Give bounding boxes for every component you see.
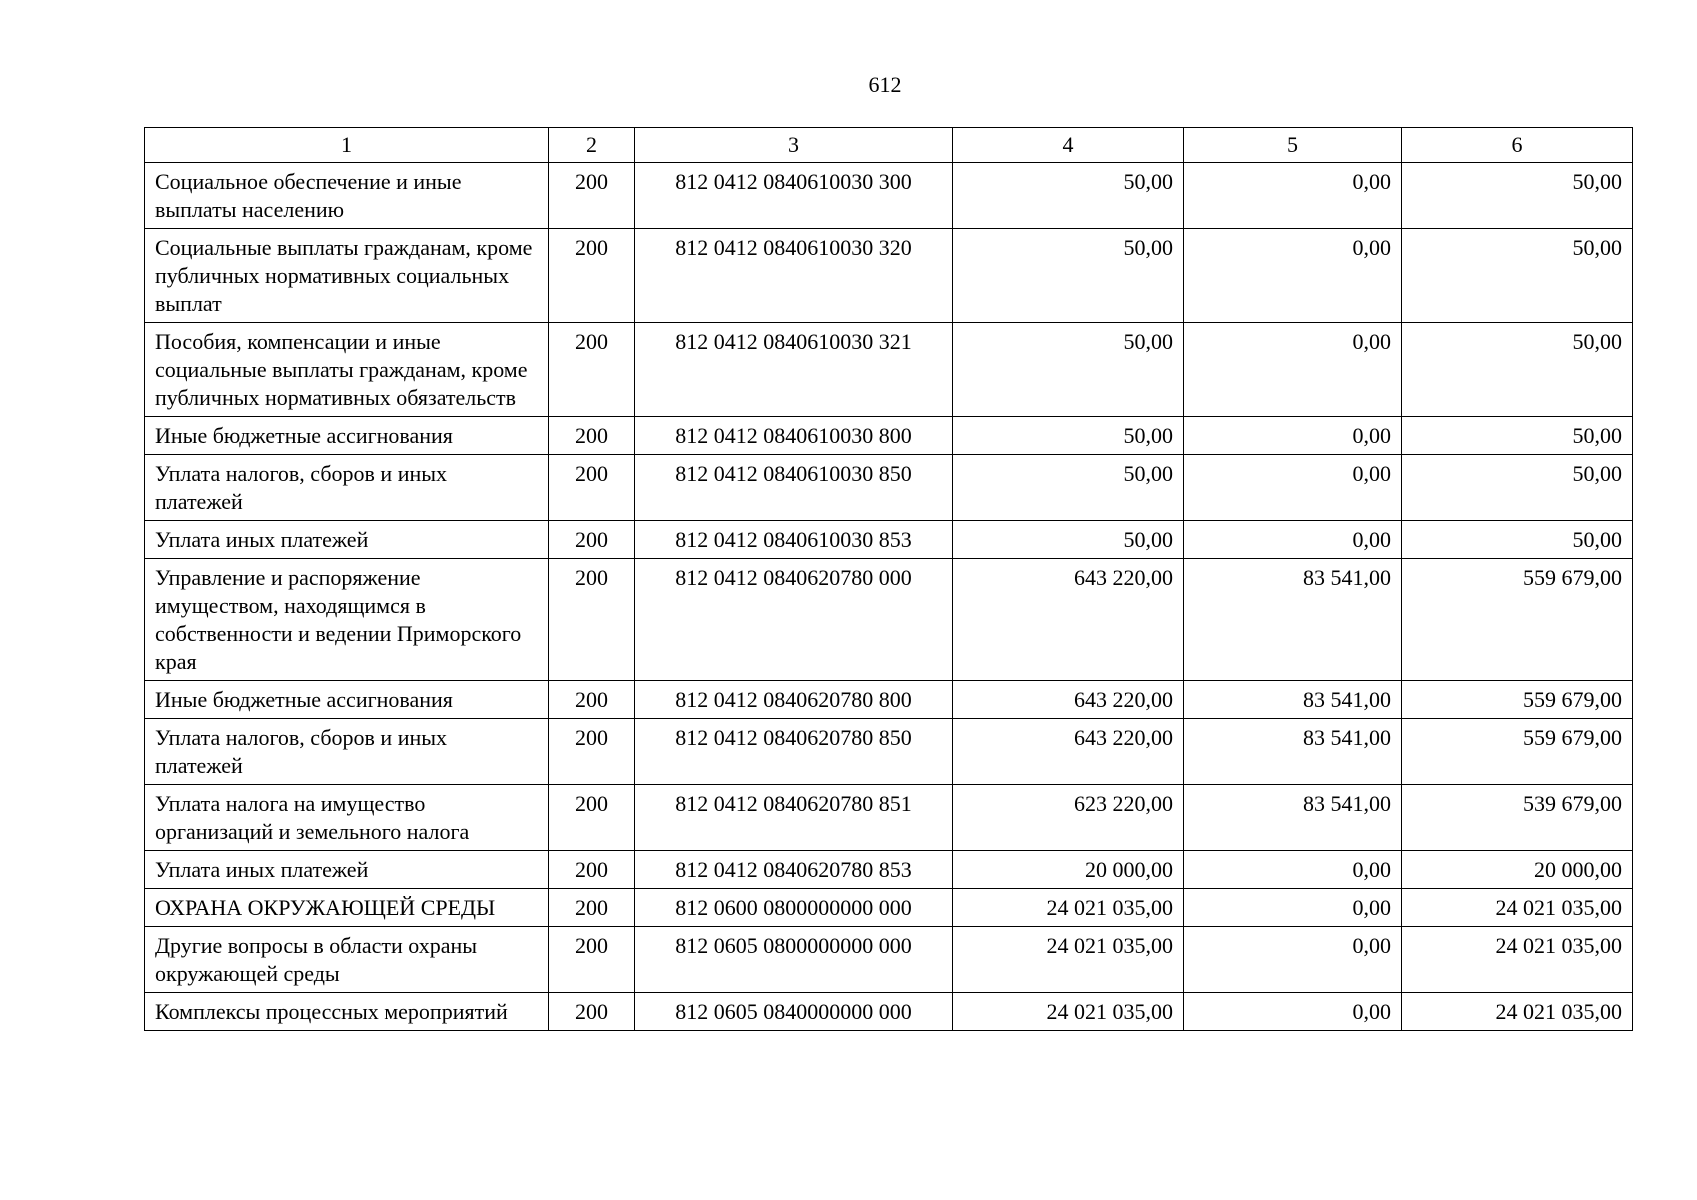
table-row [145, 559, 1633, 681]
row-code: 200 [549, 229, 635, 323]
table-row [145, 521, 1633, 559]
row-code: 200 [549, 681, 635, 719]
row-value-6: 559 679,00 [1402, 559, 1633, 681]
row-code: 200 [549, 323, 635, 417]
row-value-5: 83 541,00 [1184, 559, 1402, 681]
row-value-4: 24 021 035,00 [953, 889, 1184, 927]
table-row [145, 851, 1633, 889]
row-value-5: 0,00 [1184, 927, 1402, 993]
row-value-6: 24 021 035,00 [1402, 889, 1633, 927]
row-classifier: 812 0412 0840620780 851 [635, 785, 953, 851]
row-value-6: 50,00 [1402, 417, 1633, 455]
row-value-4: 50,00 [953, 323, 1184, 417]
table-body [145, 163, 1633, 1031]
row-value-4: 50,00 [953, 417, 1184, 455]
row-name: Другие вопросы в области охраны окружающей среды [145, 927, 549, 993]
row-name: Уплата иных платежей [145, 521, 549, 559]
row-name: Пособия, компенсации и иные социальные выплаты гражданам, кроме публичных нормативных обязательств [145, 323, 549, 417]
table-row [145, 455, 1633, 521]
row-code: 200 [549, 417, 635, 455]
row-value-4: 24 021 035,00 [953, 927, 1184, 993]
row-classifier: 812 0412 0840610030 853 [635, 521, 953, 559]
row-code: 200 [549, 719, 635, 785]
row-value-4: 50,00 [953, 455, 1184, 521]
row-name: Уплата налогов, сборов и иных платежей [145, 455, 549, 521]
row-classifier: 812 0605 0800000000 000 [635, 927, 953, 993]
row-value-5: 83 541,00 [1184, 719, 1402, 785]
row-classifier: 812 0605 0840000000 000 [635, 993, 953, 1031]
row-classifier: 812 0412 0840620780 800 [635, 681, 953, 719]
row-value-6: 559 679,00 [1402, 681, 1633, 719]
row-value-4: 20 000,00 [953, 851, 1184, 889]
row-value-6: 20 000,00 [1402, 851, 1633, 889]
budget-table [144, 127, 1633, 1031]
column-header-6: 6 [1402, 128, 1633, 163]
row-value-5: 0,00 [1184, 417, 1402, 455]
table-row [145, 163, 1633, 229]
row-code: 200 [549, 785, 635, 851]
row-classifier: 812 0412 0840610030 321 [635, 323, 953, 417]
row-name: Уплата налогов, сборов и иных платежей [145, 719, 549, 785]
row-name: Иные бюджетные ассигнования [145, 681, 549, 719]
row-value-5: 0,00 [1184, 993, 1402, 1031]
header-row [145, 128, 1633, 163]
row-value-6: 50,00 [1402, 323, 1633, 417]
row-classifier: 812 0412 0840610030 850 [635, 455, 953, 521]
table-row [145, 323, 1633, 417]
row-code: 200 [549, 163, 635, 229]
table-row [145, 229, 1633, 323]
table-row [145, 719, 1633, 785]
row-value-5: 0,00 [1184, 163, 1402, 229]
row-name: Уплата налога на имущество организаций и земельного налога [145, 785, 549, 851]
row-value-5: 0,00 [1184, 851, 1402, 889]
row-value-4: 24 021 035,00 [953, 993, 1184, 1031]
row-name: Уплата иных платежей [145, 851, 549, 889]
row-code: 200 [549, 851, 635, 889]
row-value-4: 50,00 [953, 521, 1184, 559]
row-value-5: 83 541,00 [1184, 681, 1402, 719]
row-classifier: 812 0412 0840620780 000 [635, 559, 953, 681]
row-value-6: 24 021 035,00 [1402, 993, 1633, 1031]
table-row [145, 993, 1633, 1031]
row-code: 200 [549, 927, 635, 993]
row-value-6: 50,00 [1402, 455, 1633, 521]
column-header-4: 4 [953, 128, 1184, 163]
row-value-6: 539 679,00 [1402, 785, 1633, 851]
row-value-4: 643 220,00 [953, 719, 1184, 785]
row-value-5: 0,00 [1184, 521, 1402, 559]
row-value-6: 50,00 [1402, 521, 1633, 559]
column-header-3: 3 [635, 128, 953, 163]
column-header-2: 2 [549, 128, 635, 163]
row-code: 200 [549, 559, 635, 681]
row-value-6: 50,00 [1402, 229, 1633, 323]
column-header-1: 1 [145, 128, 549, 163]
table-header [145, 128, 1633, 163]
row-value-4: 623 220,00 [953, 785, 1184, 851]
row-classifier: 812 0412 0840620780 850 [635, 719, 953, 785]
row-value-4: 50,00 [953, 163, 1184, 229]
table-row [145, 417, 1633, 455]
row-classifier: 812 0412 0840610030 300 [635, 163, 953, 229]
row-value-4: 50,00 [953, 229, 1184, 323]
column-header-5: 5 [1184, 128, 1402, 163]
row-value-6: 24 021 035,00 [1402, 927, 1633, 993]
row-name: Социальное обеспечение и иные выплаты населению [145, 163, 549, 229]
row-value-5: 0,00 [1184, 323, 1402, 417]
row-classifier: 812 0412 0840610030 800 [635, 417, 953, 455]
row-value-6: 50,00 [1402, 163, 1633, 229]
row-value-5: 0,00 [1184, 889, 1402, 927]
row-name: Социальные выплаты гражданам, кроме публичных нормативных социальных выплат [145, 229, 549, 323]
row-value-4: 643 220,00 [953, 681, 1184, 719]
row-classifier: 812 0600 0800000000 000 [635, 889, 953, 927]
page-number: 612 [868, 72, 902, 97]
row-name: Комплексы процессных мероприятий [145, 993, 549, 1031]
row-name: Иные бюджетные ассигнования [145, 417, 549, 455]
row-name: Управление и распоряжение имуществом, находящимся в собственности и ведении Приморского края [145, 559, 549, 681]
table-row [145, 785, 1633, 851]
row-value-4: 643 220,00 [953, 559, 1184, 681]
row-code: 200 [549, 455, 635, 521]
row-name: ОХРАНА ОКРУЖАЮЩЕЙ СРЕДЫ [145, 889, 549, 927]
row-value-5: 83 541,00 [1184, 785, 1402, 851]
row-classifier: 812 0412 0840610030 320 [635, 229, 953, 323]
table-row [145, 681, 1633, 719]
row-value-5: 0,00 [1184, 455, 1402, 521]
row-code: 200 [549, 993, 635, 1031]
table-row [145, 927, 1633, 993]
row-value-6: 559 679,00 [1402, 719, 1633, 785]
table-row [145, 889, 1633, 927]
row-code: 200 [549, 521, 635, 559]
row-value-5: 0,00 [1184, 229, 1402, 323]
row-classifier: 812 0412 0840620780 853 [635, 851, 953, 889]
row-code: 200 [549, 889, 635, 927]
